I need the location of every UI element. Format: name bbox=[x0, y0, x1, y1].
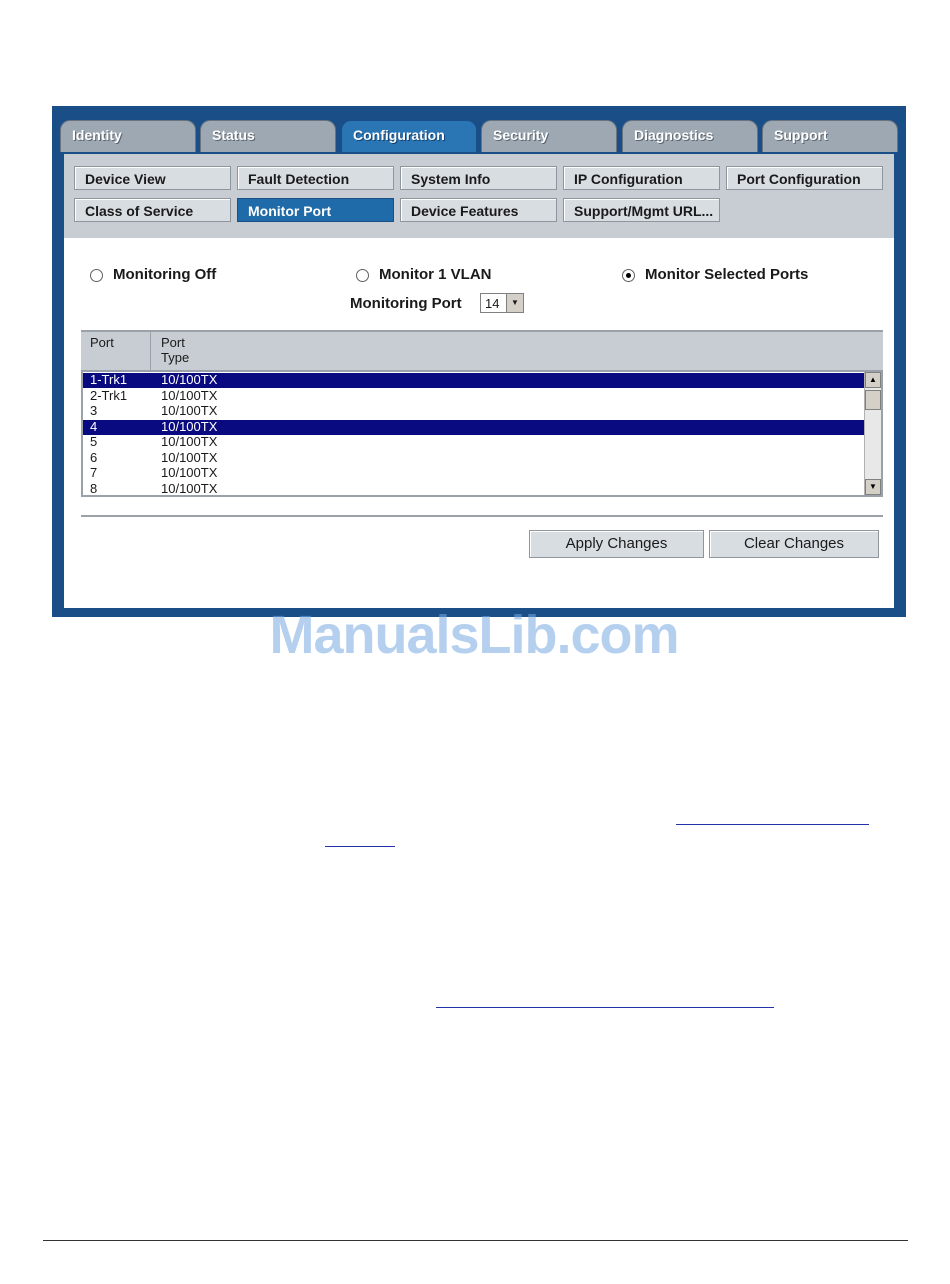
monitoring-port-value: 14 bbox=[485, 296, 500, 311]
port-type-cell: 10/100TX bbox=[161, 434, 218, 449]
monitoring-port-select[interactable] bbox=[480, 293, 524, 313]
radio-button-icon[interactable] bbox=[90, 269, 103, 282]
monitor-vlan-option[interactable] bbox=[356, 266, 492, 286]
subnav-ip-configuration[interactable]: IP Configuration bbox=[563, 166, 720, 190]
footer-divider bbox=[43, 1240, 908, 1241]
table-row[interactable] bbox=[83, 404, 864, 419]
port-type-cell: 10/100TX bbox=[161, 480, 218, 496]
monitor-selected-ports-option[interactable] bbox=[622, 266, 808, 286]
arrow-down-icon[interactable]: ▼ bbox=[865, 479, 881, 495]
port-list[interactable] bbox=[81, 370, 883, 497]
main-tabs bbox=[60, 120, 902, 152]
tab-security[interactable]: Security bbox=[481, 120, 617, 152]
divider bbox=[81, 515, 883, 517]
list-scrollbar[interactable] bbox=[864, 372, 881, 495]
port-cell: 1-Trk1 bbox=[90, 372, 128, 387]
radio-button-icon[interactable] bbox=[356, 269, 369, 282]
tab-support[interactable]: Support bbox=[762, 120, 898, 152]
subnav-device-features[interactable]: Device Features bbox=[400, 198, 557, 222]
table-row[interactable] bbox=[83, 389, 864, 404]
table-row[interactable] bbox=[83, 482, 864, 497]
watermark: ManualsLib.com bbox=[269, 605, 679, 665]
port-type-cell: 10/100TX bbox=[161, 403, 218, 418]
hyperlink-underline[interactable] bbox=[325, 846, 395, 847]
tab-status[interactable]: Status bbox=[200, 120, 336, 152]
port-cell: 7 bbox=[90, 465, 98, 480]
port-type-cell: 10/100TX bbox=[161, 449, 218, 465]
subnav-port-configuration[interactable]: Port Configuration bbox=[726, 166, 883, 190]
subnav-class-of-service[interactable]: Class of Service bbox=[74, 198, 231, 222]
port-cell: 6 bbox=[90, 449, 98, 465]
port-cell: 5 bbox=[90, 434, 98, 449]
table-row[interactable] bbox=[83, 373, 864, 388]
port-type-cell: 10/100TX bbox=[161, 465, 218, 480]
monitoring-port-label: Monitoring Port bbox=[350, 295, 462, 312]
monitor-vlan-label: Monitor 1 VLAN bbox=[379, 266, 492, 283]
subnav-monitor-port[interactable]: Monitor Port bbox=[237, 198, 394, 222]
hyperlink-underline[interactable] bbox=[676, 824, 869, 825]
port-cell: 4 bbox=[90, 418, 98, 434]
sub-navigation bbox=[64, 154, 894, 238]
chevron-down-icon[interactable]: ▼ bbox=[506, 294, 523, 312]
port-type-cell: 10/100TX bbox=[161, 372, 218, 387]
port-table-header bbox=[81, 330, 883, 370]
radio-button-icon[interactable] bbox=[622, 269, 635, 282]
tab-diagnostics[interactable]: Diagnostics bbox=[622, 120, 758, 152]
column-divider bbox=[150, 332, 151, 370]
port-type-line1: Port bbox=[161, 335, 185, 350]
web-ui-frame bbox=[52, 106, 906, 665]
port-type-line2: Type bbox=[161, 350, 190, 365]
port-cell: 3 bbox=[90, 403, 98, 418]
content-panel bbox=[64, 154, 894, 665]
subnav-fault-detection[interactable]: Fault Detection bbox=[237, 166, 394, 190]
arrow-up-icon[interactable]: ▲ bbox=[865, 372, 881, 388]
clear-changes-button[interactable]: Clear Changes bbox=[709, 530, 879, 558]
column-header-port[interactable]: Port bbox=[90, 335, 114, 350]
table-row[interactable] bbox=[83, 451, 864, 466]
port-type-cell: 10/100TX bbox=[161, 387, 218, 403]
apply-changes-button[interactable]: Apply Changes bbox=[529, 530, 704, 558]
table-row[interactable] bbox=[83, 420, 864, 435]
column-header-port-type[interactable] bbox=[161, 335, 189, 365]
port-type-cell: 10/100TX bbox=[161, 418, 218, 434]
port-cell: 2-Trk1 bbox=[90, 387, 128, 403]
scrollbar-thumb[interactable] bbox=[865, 390, 881, 410]
subnav-support-mgmt-url[interactable]: Support/Mgmt URL... bbox=[563, 198, 720, 222]
subnav-system-info[interactable]: System Info bbox=[400, 166, 557, 190]
table-row[interactable] bbox=[83, 435, 864, 450]
table-row[interactable] bbox=[83, 466, 864, 481]
monitoring-off-label: Monitoring Off bbox=[113, 266, 217, 283]
hyperlink-underline[interactable] bbox=[436, 1007, 774, 1008]
subnav-device-view[interactable]: Device View bbox=[74, 166, 231, 190]
port-cell: 8 bbox=[90, 480, 98, 496]
monitor-selected-ports-label: Monitor Selected Ports bbox=[645, 266, 809, 283]
tab-identity[interactable]: Identity bbox=[60, 120, 196, 152]
tab-configuration[interactable]: Configuration bbox=[341, 120, 477, 152]
monitoring-off-option[interactable] bbox=[90, 266, 216, 286]
